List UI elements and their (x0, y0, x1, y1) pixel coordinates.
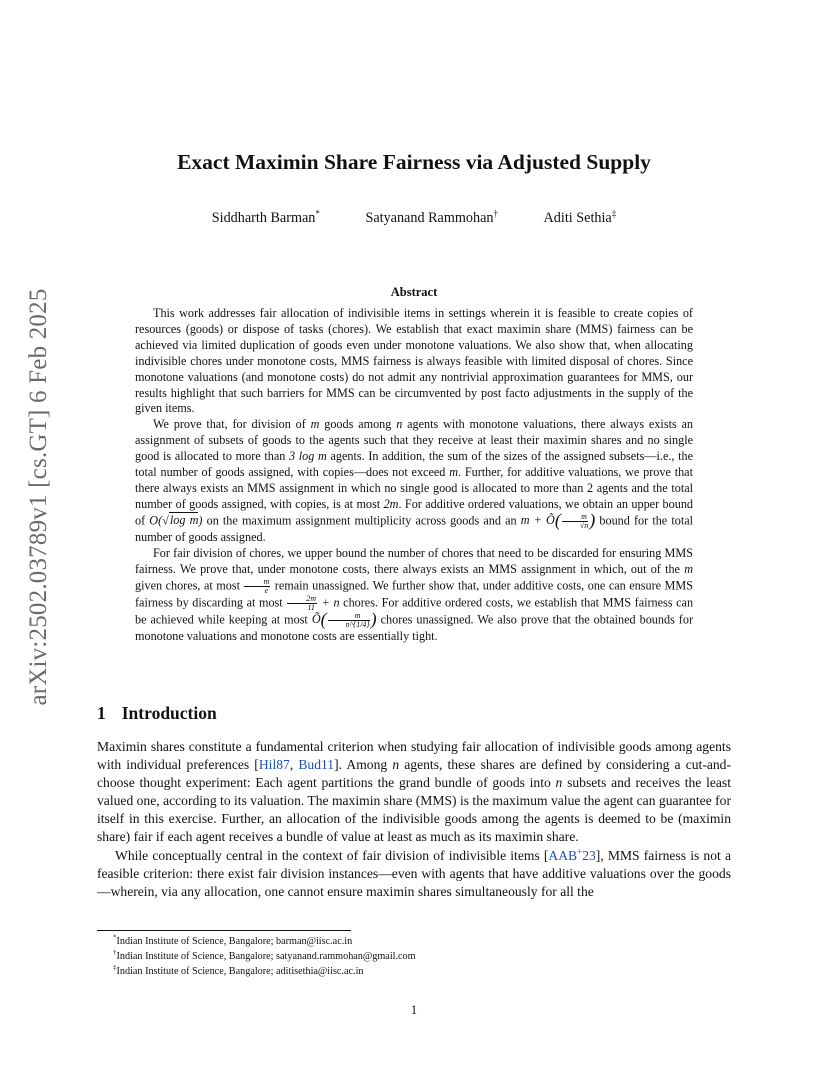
citation-link[interactable]: AAB+23 (548, 846, 596, 863)
footnote: ‡Indian Institute of Science, Bangalore; aditisethia@iisc.ac.in (113, 963, 364, 977)
abstract-paragraph: This work addresses fair allocation of indivisible items in settings wherein it is feasible to create copies of resources (goods) or dispose of tasks (chores). We establish that exact maximin share (MMS) fairness can be achieved via limited duplication of goods even under monotone valuations. We also show that, when allocating indivisible chores under monotone costs, MMS fairness is always feasible with limited disposal of chores. Since monotone valuations (and monotone costs) do not admit any nontrivial approximation guarantees for MMS, our results highlight that such barriers for MMS can be circumvented by post facto adjustments in the supply of the given items. (135, 306, 693, 416)
affiliation-mark: † (493, 208, 498, 219)
abstract-heading: Abstract (390, 285, 438, 299)
unassigned-chores-bound: Õ( $\frac{m}{n\^{}\{1/4\}}$ ) (311, 608, 377, 629)
footnotes (113, 934, 416, 979)
intro-paragraph: Maximin shares constitute a fundamental criterion when studying fair allocation of indivisible goods among agents with individual preferences [Hil87, Bud11]. Among n agents, these shares are defined by considering a cut-and-choose thought experiment: Each agent partitions the grand bundle of goods into n subsets and receives the least valued one, according to its valuation. The maximin share (MMS) is the maximum value the agent can guarantee for itself in this exercise. Further, an allocation of the indivisible goods among the agents is deemed to be (maximin share) fair if each agent receives a bundle of value at least as much as its maximin share. (97, 739, 732, 845)
intro-paragraph: While conceptually central in the context of fair division of indivisible items [AAB+23], MMS fairness is not a feasible criterion: there exist fair division instances—even with agents that have additive valuations over the goods—wherein, via any allocation, one cannot ensure maximin shares simultaneously for all the (97, 846, 731, 899)
abstract-paragraph: For fair division of chores, we upper bound the number of chores that need to be discarded for ensuring MMS fairness. We prove that, under monotone costs, there always exists an MMS assignment in which, out of the m given chores, at most $\frac{m}{e}$ remain unassigned. We further show that, under additive costs, one can ensure MMS fairness by discarding at most $\frac{2m}{11}$ + n chores. For additive ordered costs, we establish that MMS fairness can be achieved while keeping at most Õ( $\frac{m}{n\^{}\{1/4\}}$ ) chores unassigned. We also prove that the obtained bounds for monotone valuations and monotone costs are essentially tight. (135, 545, 694, 643)
total-goods-bound: m + Õ( $\frac{m}{√n}$ ) (520, 510, 596, 531)
arxiv-id: arXiv:2502.03789v1 [cs.GT] 6 Feb 2025 (25, 288, 52, 706)
citation-link[interactable]: Bud11 (298, 757, 335, 773)
author: Aditi Sethia‡ (543, 208, 617, 226)
citation-link[interactable]: Hil87 (258, 757, 290, 773)
footnote: *Indian Institute of Science, Bangalore; barman@iisc.ac.in (113, 933, 353, 947)
abstract-body (135, 306, 693, 644)
footnote: †Indian Institute of Science, Bangalore; satyanand.rammohan@gmail.com (113, 948, 416, 962)
author: Satyanand Rammohan† (365, 208, 498, 226)
footnote-divider (97, 930, 351, 931)
author-list (0, 210, 828, 227)
introduction-body (97, 738, 731, 901)
affiliation-mark: ‡ (611, 208, 617, 219)
author: Siddharth Barman* (211, 208, 320, 226)
arxiv-identifier-sidebar (22, 262, 56, 732)
paper-title: Exact Maximin Share Fairness via Adjusted Supply (177, 150, 651, 174)
abstract-paragraph: We prove that, for division of m goods among n agents with monotone valuations, there always exists an assignment of subsets of goods to the agents such that they receive at least their maximin shares and no single good is allocated to more than 3 log m agents. In addition, the sum of the sizes of the assigned subsets—i.e., the total number of goods assigned, with copies—does not exceed m. Further, for additive valuations, we prove that there always exists an MMS assignment in which no single good is allocated to more than 2 agents and the total number of goods assigned, with copies, is at most 2m. For additive ordered valuations, we obtain an upper bound of O(√log m) on the maximum assignment multiplicity across goods and an m + Õ( $\frac{m}{√n}$ ) bound for the total number of goods assigned. (135, 417, 694, 544)
page-number: 1 (410, 1003, 418, 1017)
affiliation-mark: * (315, 208, 320, 219)
sqrt-log-bound: O(√log m) (149, 513, 203, 528)
section-heading: 1 Introduction (97, 703, 217, 723)
